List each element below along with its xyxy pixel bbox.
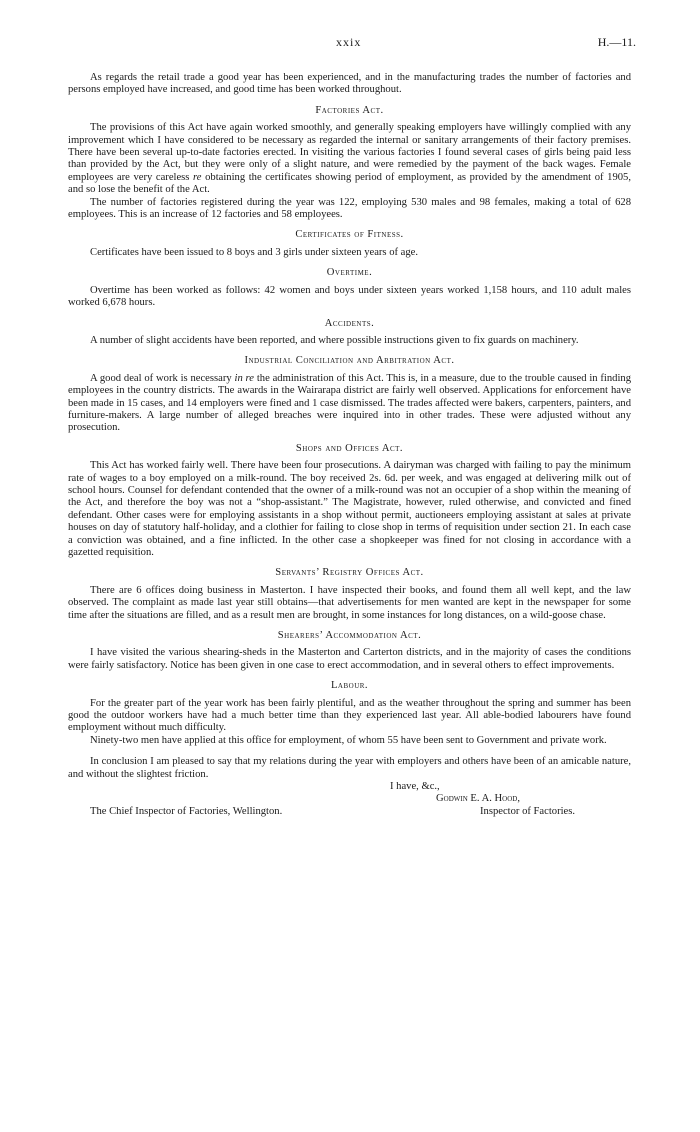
labour-paragraph-2: Ninety-two men have applied at this office for employment, of whom 55 have been sent to Government and private work. (90, 734, 607, 746)
conclusion-paragraph: In conclusion I am pleased to say that my relations during the year with employers and others have been of an amicable nature, and without the slightest friction. (68, 756, 631, 780)
page-folio: xxix (336, 35, 362, 49)
servants-paragraph: There are 6 offices doing business in Masterton. I have inspected their books, and found them all well kept, and the law observed. The complaint as made last year still obtains—that advertisements for men wanted are kept in the newspaper for some time after the situations are filled, and as a result men are brought, in some instances for long distances, on a wild-goose chase. (68, 584, 631, 621)
addressee-line: The Chief Inspector of Factories, Wellington. (90, 806, 283, 818)
closing-line: I have, &c., (390, 781, 440, 793)
document-body (68, 72, 631, 831)
factories-p1-italic: re (193, 171, 202, 183)
arbitration-paragraph (68, 373, 631, 435)
certificates-heading: Certificates of Fitness. (295, 229, 404, 241)
signatory-title: Inspector of Factories. (480, 806, 576, 818)
intro-paragraph: As regards the retail trade a good year has been experienced, and in the manufacturing trades the number of factories and persons employed have increased, and good time has been worked throughout. (68, 72, 631, 96)
overtime-heading: Overtime. (326, 267, 373, 279)
shearers-paragraph: I have visited the various shearing-sheds in the Masterton and Carterton districts, and in the majority of cases the conditions were fairly satisfactory. Notice has been given in one case to erect accommodation, and in several others to effect improvements. (68, 647, 631, 671)
document-reference: H.—11. (597, 35, 636, 49)
overtime-paragraph: Overtime has been worked as follows: 42 women and boys under sixteen years worked 1,158 hours, and 110 adult males worked 6,678 hours. (68, 284, 631, 309)
factories-p1-text: The provisions of this Act have again worked smoothly, and generally speaking employers have willingly complied with any improvement which I have considered to be necessary as regarded the internal or sanitary arrangements of their factory premises. There have been several up-to-date factories erected. In visiting the various factories I found several cases of girls being paid less than provided by the Act, but they were only of a slight nature, and were remedied by the payment of the back wages. Female employees are very careless (68, 122, 631, 183)
arbitration-p1-a: A good deal of work is necessary (90, 372, 232, 384)
signatory-name: Godwin E. A. Hood, (436, 793, 520, 805)
factories-paragraph-1 (68, 122, 631, 196)
factories-paragraph-2: The number of factories registered during the year was 122, employing 530 males and 98 females, making a total of 628 employees. This is an increase of 12 factories and 58 employees. (68, 196, 631, 221)
labour-heading: Labour. (330, 680, 369, 692)
arbitration-p1-italic: in re (234, 372, 254, 384)
labour-paragraph-1: For the greater part of the year work has been fairly plentiful, and as the weather throughout the spring and summer has been good the outdoor workers have had a much better time than they experienced last year. All able-bodied labourers have found employment without much difficulty. (68, 697, 631, 734)
arbitration-p1-b: the administration of this Act. This is, in a measure, due to the trouble caused in finding employees in the country districts. The awards in the Wairarapa district are fairly well observed. Applications for enforcement have been made in 15 cases, and 14 employers were fined and 1 case dismissed. The trades affected were bakers, carpenters, painters, and furniture-makers. A large number of alleged breaches were inquired into in other trades. These were adjusted without any prosecution. (68, 372, 631, 434)
certificates-paragraph: Certificates have been issued to 8 boys and 3 girls under sixteen years of age. (90, 246, 419, 258)
signature-block (68, 781, 631, 831)
shearers-act-heading: Shearers’ Accommodation Act. (277, 630, 422, 642)
shops-paragraph: This Act has worked fairly well. There have been four prosecutions. A dairyman was charged with failing to pay the minimum rate of wages to a boy employed on a milk-round. The boy received 2s. 6d. per week, and was engaged at delivering milk out of school hours. Counsel for defendant contended that the owner of a milk-round was not an occupier of a shop within the meaning of the Act, and therefore the boy was not a “shop-assistant.” The Magistrate, however, ruled otherwise, and convicted and fined defendant. Other cases were for employing assistants in a shop without permit, auctioneers employing assistant at sales at private houses on day of statutory half-holiday, and a clothier for failing to close shop in terms of requisition under section 21. In each case a conviction was obtained, and a fine inflicted. In the other case a shopkeeper was fined for not closing in accordance with a gazetted requisition. (68, 460, 631, 558)
shops-act-heading: Shops and Offices Act. (295, 442, 404, 454)
arbitration-act-heading: Industrial Conciliation and Arbitration Act. (244, 355, 455, 367)
accidents-heading: Accidents. (324, 317, 375, 329)
servants-act-heading: Servants’ Registry Offices Act. (275, 567, 424, 579)
factories-act-heading: Factories Act. (315, 104, 384, 116)
page-header (0, 36, 700, 52)
factories-p1-rest: obtaining the certificates showing period of employment, as provided by the amendment of 1905, and so lose the benefit of the Act. (68, 171, 631, 196)
accidents-paragraph: A number of slight accidents have been reported, and where possible instructions given to fix guards on machinery. (90, 334, 579, 346)
